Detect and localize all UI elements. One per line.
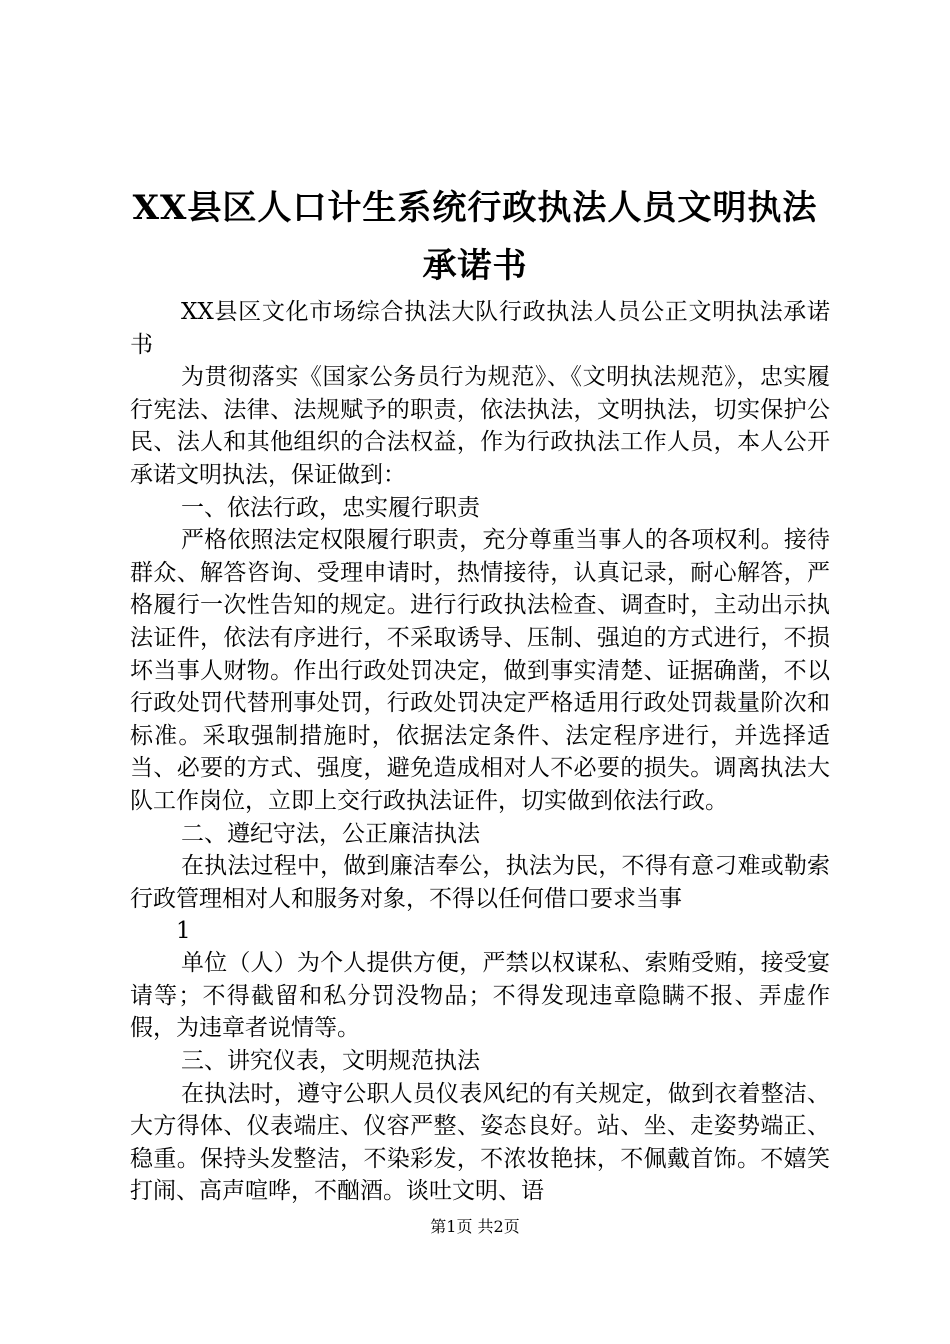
section-heading-2: 二、遵纪守法，公正廉洁执法 bbox=[181, 820, 480, 847]
section-heading-3: 三、讲究仪表，文明规范执法 bbox=[181, 1048, 480, 1075]
intro-paragraph: 为贯彻落实《国家公务员行为规范》、《文明执法规范》，忠实履行宪法、法律、法规赋予的职责，依法执法，文明执法，切实保护公民、法人和其他组织的合法权益，作为行政执法工作人员，本人公开承诺文明执法，保证做到： bbox=[130, 364, 830, 488]
page-marker: 1 bbox=[176, 918, 191, 945]
section-2-continued: 单位（人）为个人提供方便，严禁以权谋私、索贿受贿，接受宴请等；不得截留和私分罚没物品；不得发现违章隐瞒不报、弄虚作假，为违章者说情等。 bbox=[130, 950, 830, 1042]
page-footer: 第1页 共2页 bbox=[430, 1217, 520, 1236]
section-3-paragraph: 在执法时，遵守公职人员仪表风纪的有关规定，做到衣着整洁、大方得体、仪表端庄、仪容严整、姿态良好。站、坐、走姿势端正、稳重。保持头发整洁，不染彩发，不浓妆艳抹，不佩戴首饰。不嬉笑打闹、高声喧哗，不酗酒。谈吐文明、语 bbox=[130, 1080, 830, 1205]
subtitle-paragraph: XX县区文化市场综合执法大队行政执法人员公正文明执法承诺书 bbox=[130, 299, 830, 358]
document-body bbox=[130, 296, 830, 1208]
document-title-line2: 承诺书 bbox=[422, 246, 528, 286]
section-heading-1: 一、依法行政，忠实履行职责 bbox=[181, 494, 480, 521]
section-1-paragraph: 严格依照法定权限履行职责，充分尊重当事人的各项权利。接待群众、解答咨询、受理申请时，热情接待，认真记录，耐心解答，严格履行一次性告知的规定。进行行政执法检查、调查时，主动出示执法证件，依法有序进行，不采取诱导、压制、强迫的方式进行，不损坏当事人财物。作出行政处罚决定，做到事实清楚、证据确凿，不以行政处罚代替刑事处罚，行政处罚决定严格适用行政处罚裁量阶次和标准。采取强制措施时，依据法定条件、法定程序进行，并选择适当、必要的方式、强度，避免造成相对人不必要的损失。调离执法大队工作岗位，立即上交行政执法证件，切实做到依法行政。 bbox=[130, 527, 830, 814]
document-title-line1: XX县区人口计生系统行政执法人员文明执法 bbox=[132, 188, 818, 228]
section-2-paragraph: 在执法过程中，做到廉洁奉公，执法为民，不得有意刁难或勒索行政管理相对人和服务对象，不得以任何借口要求当事 bbox=[130, 853, 830, 912]
